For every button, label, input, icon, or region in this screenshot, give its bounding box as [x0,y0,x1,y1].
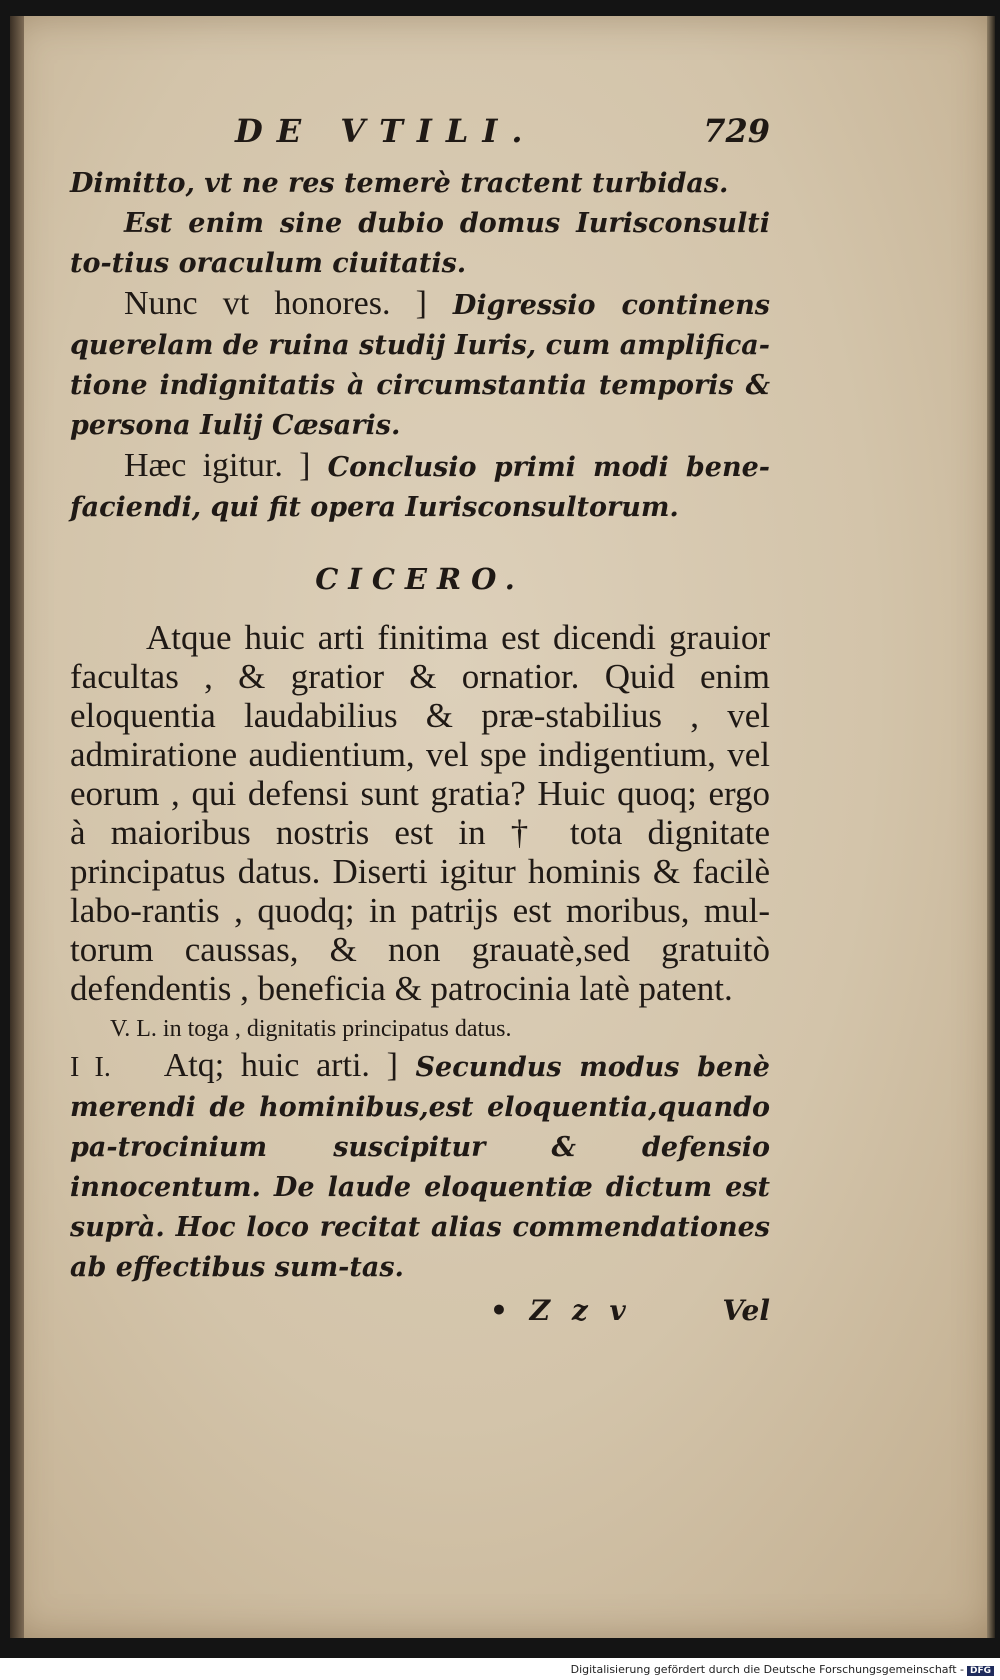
note-ii [70,1046,770,1288]
dfg-logo: DFG [967,1666,994,1676]
note-ii-number: I I. [70,1052,111,1083]
page-foot [70,1294,770,1340]
page-text-block [70,108,770,1340]
note-haec-lemma: Hæc igitur. ] [124,447,311,484]
page-number: 729 [703,112,770,150]
running-head-title: DE VTILI. [235,112,537,150]
note-nunc [70,284,770,446]
section-heading: CICERO. [315,562,525,596]
note-haec-text: Conclusio primi modi bene-faciendi, qui fit opera Iurisconsultorum. [70,452,770,523]
catchword: Vel [722,1294,770,1327]
page-edge-left [10,16,24,1638]
variant-reading: V. L. in toga , dignitatis principatus datus. [110,1016,512,1042]
note-nunc-lemma: Nunc vt honores. ] [124,285,427,322]
footer-text: Digitalisierung gefördert durch die Deutsche Forschungsgemeinschaft - [570,1663,964,1676]
note-ii-lemma: Atq; huic arti. ] [163,1047,398,1084]
main-text-body: Atque huic arti finitima est dicendi grauior facultas , & gratior & ornatior. Quid enim eloquentia laudabilius & præ-stabilius , vel admiratione audientium, vel spe indigentium, vel eorum , qui defensi sunt gratia? Huic quoq; ergo à maioribus nostris est in † tota dignitate principatus datus. Diserti igitur hominis & facilè labo-rantis , quodq; in patrijs est moribus, mul-torum caussas, & non grauatè,sed gratuitò defendentis , beneficia & patrocinia latè patent. [70,618,770,1008]
commentary-paragraph [70,204,770,284]
running-head [70,108,770,164]
digitization-footer [571,1663,994,1676]
note-nunc-text: Digressio continens querelam de ruina studij Iuris, cum amplifica-tione indignitatis à circumstantia temporis & persona Iulij Cæsaris. [70,290,771,441]
note-haec [70,446,770,528]
signature-mark: • Z z v [490,1294,632,1327]
main-text [70,618,770,1008]
note-ii-text: Secundus modus benè merendi de hominibus,est eloquentia,quando pa-trocinium suscipitur & defensio innocentum. De laude eloquentiæ dictum est suprà. Hoc loco recitat alias commendationes ab effectibus sum-tas. [70,1052,770,1283]
page-edge-right [987,16,995,1638]
commentary-text: Est enim sine dubio domus Iurisconsulti to-tius oraculum ciuitatis. [70,208,770,279]
commentary-line-1: Dimitto, vt ne res temerè tractent turbidas. [70,168,729,199]
